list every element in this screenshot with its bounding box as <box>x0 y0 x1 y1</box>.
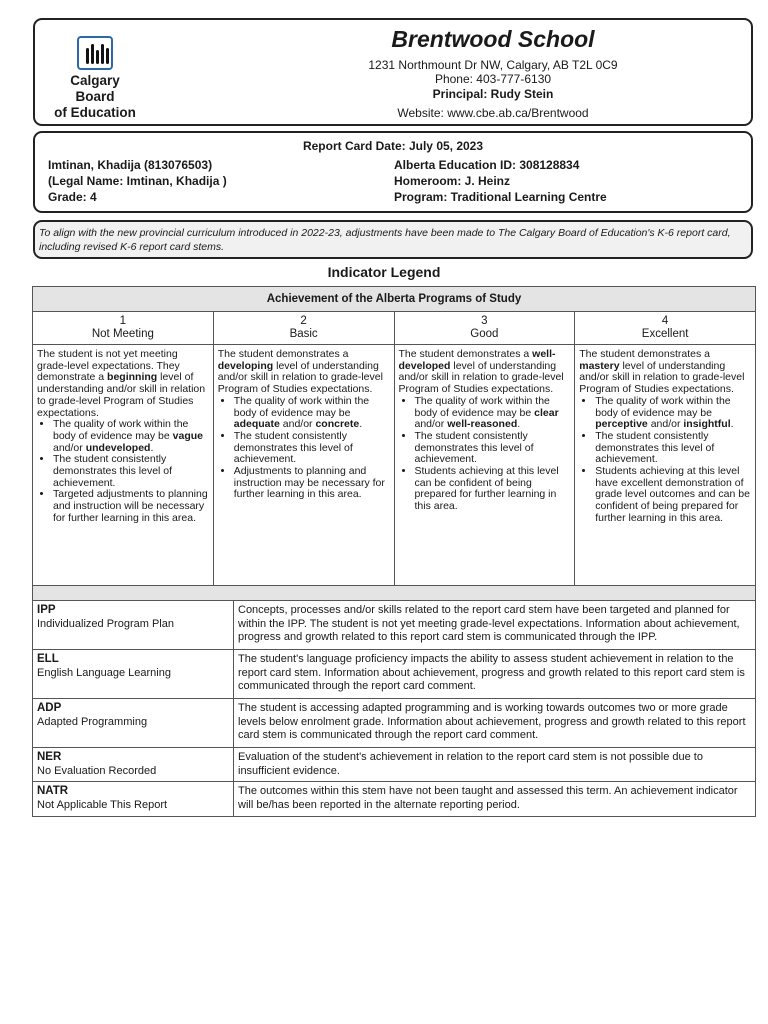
code-label: No Evaluation Recorded <box>37 764 157 777</box>
bullet-text: and/or <box>279 418 316 431</box>
code-row-ell <box>33 650 756 699</box>
code-cell <box>33 650 234 699</box>
bullet <box>234 396 390 431</box>
student-legal-name: (Legal Name: Imtinan, Khadija ) <box>48 174 227 188</box>
bullet: • Students achieving at this level have excellent demonstration of grade level outcomes and can be confident of being prepared for further learning in this area. <box>595 466 751 525</box>
bullet: • The student consistently demonstrates this level of achievement. <box>415 431 571 466</box>
code-label: Adapted Programming <box>37 715 148 728</box>
bullet-emphasis: insightful <box>683 418 731 431</box>
alberta-education-id: Alberta Education ID: 308128834 <box>394 158 580 172</box>
bullet-emphasis: concrete <box>315 418 360 431</box>
level-number: 3 <box>481 315 488 327</box>
bullet-text: . <box>359 418 363 431</box>
level-4-header <box>575 312 756 345</box>
level-4-description <box>575 345 756 586</box>
bullet-text: and/or <box>647 418 684 431</box>
desc-bullets <box>37 419 209 524</box>
code-abbrev: ELL <box>37 653 59 665</box>
desc-bullets <box>579 396 751 525</box>
school-principal: Principal: Rudy Stein <box>432 87 554 101</box>
student-name: Imtinan, Khadija (813076503) <box>48 158 213 172</box>
code-abbrev: NATR <box>37 785 69 798</box>
desc-text: The student demonstrates a <box>217 348 349 360</box>
report-card-date: Report Card Date: July 05, 2023 <box>302 139 484 153</box>
code-label: Not Applicable This Report <box>37 799 168 812</box>
code-abbrev: IPP <box>37 604 56 616</box>
bullet-emphasis: clear <box>534 406 559 419</box>
level-1-header <box>33 312 214 345</box>
level-2-description <box>213 345 394 586</box>
code-label: Individualized Program Plan <box>37 617 174 630</box>
student-grade: Grade: 4 <box>48 190 97 204</box>
bullet-text: . <box>150 441 154 454</box>
bullet <box>53 419 209 454</box>
bullet-text: The quality of work within the body of evidence may be <box>595 394 731 419</box>
school-header <box>33 18 753 126</box>
level-label: Not Meeting <box>91 328 154 340</box>
desc-emphasis: well-developed <box>398 348 556 372</box>
bullet: • Adjustments to planning and instruction may be necessary for further learning in this area. <box>234 466 390 501</box>
bullet-emphasis: adequate <box>233 418 280 431</box>
bullet-text: The quality of work within the body of evidence may be <box>53 418 189 442</box>
code-cell <box>33 601 234 650</box>
code-description: The student's language proficiency impacts the ability to assess student achievement in relation to the report card stem. Information about achievement, progress and growth related to this report card stem is communicated through the report card comment. <box>234 650 756 699</box>
bullet-text: The quality of work within the body of evidence may be <box>414 394 550 419</box>
level-2-header <box>213 312 394 345</box>
bullet: • Students achieving at this level can be confident of being prepared for further learning in this area. <box>415 466 571 513</box>
level-label: Excellent <box>641 328 689 340</box>
level-number: 4 <box>661 315 669 327</box>
notice-text: To align with the new provincial curriculum introduced in 2022-23, adjustments have been made to The Calgary Board of Education's K-6 report card, including revised K-6 report card stems. <box>39 227 731 253</box>
bullet <box>595 396 751 431</box>
cbe-logo-icon <box>77 36 113 70</box>
desc-text: level of understanding and/or skill in relation to grade-level Program of Studies expectations. <box>37 371 206 419</box>
bullet: • Targeted adjustments to planning and instruction will be necessary for further learning in this area. <box>53 489 209 524</box>
desc-text: The student demonstrates a <box>579 348 710 360</box>
desc-emphasis: developing <box>217 359 274 372</box>
school-website: Website: www.cbe.ab.ca/Brentwood <box>397 106 589 120</box>
bullet: • The student consistently demonstrates this level of achievement. <box>595 431 751 466</box>
bullet-text: and/or <box>414 418 448 431</box>
desc-bullets <box>399 396 571 513</box>
code-abbrev: ADP <box>37 702 62 714</box>
code-description: Evaluation of the student's achievement in relation to the report card stem is not possible due to insufficient evidence. <box>234 748 756 782</box>
desc-text: level of understanding and/or skill in relation to grade-level Program of Studies expectations. <box>398 359 564 396</box>
homeroom: Homeroom: J. Heinz <box>394 174 511 188</box>
code-label: English Language Learning <box>37 666 171 679</box>
school-phone: Phone: 403-777-6130 <box>434 72 552 86</box>
bullet-text: . <box>730 418 734 431</box>
student-info-right <box>394 157 607 205</box>
code-row-ner <box>33 748 756 782</box>
bullet: • The student consistently demonstrates this level of achievement. <box>53 454 209 489</box>
achievement-table <box>32 286 756 601</box>
code-cell <box>33 748 234 782</box>
level-3-header <box>394 312 575 345</box>
code-cell <box>33 699 234 748</box>
level-label: Basic <box>289 328 318 340</box>
logo-text-line1: Calgary Board <box>70 73 120 104</box>
logo-text-line2: of Education <box>54 105 136 120</box>
school-address: 1231 Northmount Dr NW, Calgary, AB T2L 0C9 <box>368 58 618 72</box>
desc-emphasis: mastery <box>579 359 620 372</box>
desc-text: level of understanding and/or skill in relation to grade-level Program of Studies expectations. <box>217 359 383 396</box>
desc-bullets <box>218 396 390 501</box>
student-info <box>33 131 753 213</box>
program: Program: Traditional Learning Centre <box>394 190 607 204</box>
code-description: The student is accessing adapted programming and is working towards outcomes two or more grade levels below enrolment grade. Information about achievement, progress and growth related to this report card stem is communicated through the report card comment. <box>234 699 756 748</box>
code-row-ipp <box>33 601 756 650</box>
code-abbrev: NER <box>37 751 62 763</box>
code-cell <box>33 782 234 816</box>
bullet-emphasis: well-reasoned <box>447 418 518 431</box>
level-3-description <box>394 345 575 586</box>
bullet-emphasis: undeveloped <box>85 441 151 454</box>
curriculum-notice <box>33 220 753 259</box>
level-label: Good <box>470 328 499 340</box>
bullet-emphasis: perceptive <box>595 418 648 431</box>
desc-text: The student demonstrates a <box>398 348 533 360</box>
level-1-description <box>33 345 214 586</box>
bullet-text: The quality of work within the body of evidence may be <box>233 394 370 419</box>
level-number: 1 <box>119 315 127 327</box>
legend-title: Indicator Legend <box>327 264 441 280</box>
code-description: The outcomes within this stem have not been taught and assessed this term. An achievement indicator will be/has been reported in the alternate reporting period. <box>234 782 756 816</box>
achievement-band-header: Achievement of the Alberta Programs of Study <box>33 287 756 312</box>
bullet-emphasis: vague <box>172 429 204 442</box>
level-number: 2 <box>300 315 307 327</box>
desc-emphasis: beginning <box>107 371 158 384</box>
bullet: • The student consistently demonstrates this level of achievement. <box>234 431 390 466</box>
bullet-text: . <box>517 418 521 431</box>
bullet-text: and/or <box>53 441 86 454</box>
bullet <box>415 396 571 431</box>
code-row-natr <box>33 782 756 816</box>
code-row-adp <box>33 699 756 748</box>
indicator-codes-table <box>32 600 756 817</box>
desc-text: The student is not yet meeting grade-level expectations. They demonstrate a <box>37 348 180 384</box>
code-description: Concepts, processes and/or skills related to the report card stem have been targeted and planned for within the IPP. The student is not yet meeting grade-level expectations. Information about achievement, progress and growth related to this report card stem is communicated through the IPP. <box>234 601 756 650</box>
table-separator <box>33 586 756 601</box>
student-info-left <box>48 157 227 205</box>
school-name: Brentwood School <box>391 26 595 52</box>
desc-text: level of understanding and/or skill in relation to grade-level Program of Studies expectations. <box>579 359 745 396</box>
cbe-logo <box>49 36 141 121</box>
